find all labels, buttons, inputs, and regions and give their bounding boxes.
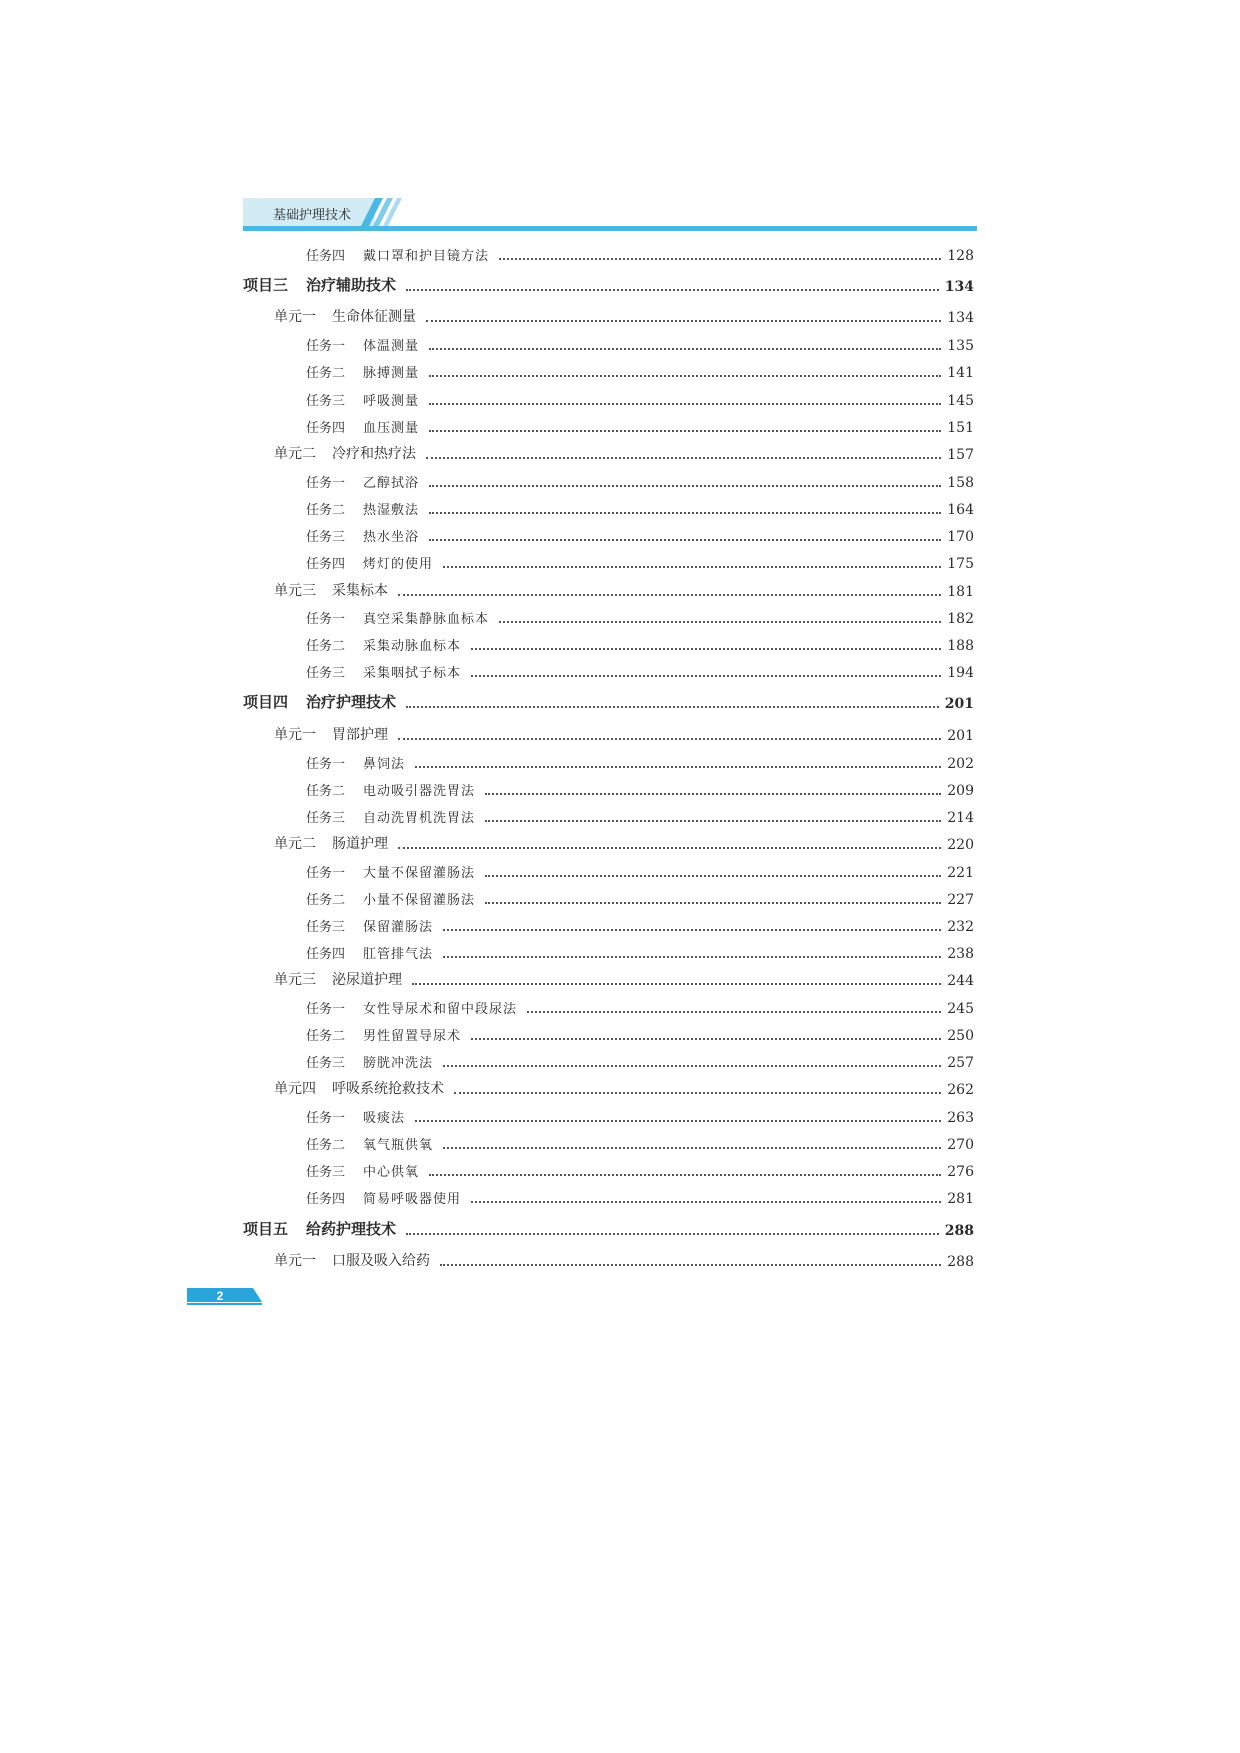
- toc-entry-unit[interactable]: [274, 306, 974, 326]
- toc-entry-code: 任务三: [306, 530, 346, 545]
- dot-leader: [426, 457, 941, 459]
- toc-entry-page: 288: [947, 1254, 974, 1270]
- toc-entry-title: 真空采集静脉血标本: [363, 612, 490, 627]
- toc-entry-task[interactable]: [306, 471, 974, 491]
- toc-entry-page: 263: [947, 1110, 974, 1126]
- toc-entry-title: 热湿敷法: [363, 503, 420, 518]
- toc-entry-code: 任务一: [306, 476, 346, 491]
- dot-leader: [443, 929, 941, 931]
- toc-entry-code: 任务四: [306, 947, 346, 962]
- dot-leader: [406, 1233, 939, 1235]
- toc-entry-page: 221: [947, 865, 974, 881]
- toc-entry-title: 膀胱冲洗法: [363, 1056, 434, 1071]
- toc-entry-code: 任务三: [306, 666, 346, 681]
- toc-entry-code: 单元二: [274, 836, 316, 852]
- toc-entry-code: 任务四: [306, 557, 346, 572]
- toc-entry-code: 任务一: [306, 339, 346, 354]
- toc-entry-code: 单元一: [274, 309, 316, 325]
- toc-entry-code: 任务二: [306, 1138, 346, 1153]
- toc-entry-title: 电动吸引器洗胃法: [363, 784, 476, 799]
- toc-entry-unit[interactable]: [274, 969, 974, 989]
- toc-entry-page: 201: [944, 696, 974, 712]
- dot-leader: [499, 258, 941, 260]
- toc-entry-code: 任务三: [306, 811, 346, 826]
- toc-entry-title: 脉搏测量: [363, 366, 420, 381]
- toc-entry-code: 任务二: [306, 1029, 346, 1044]
- toc-entry-title: 治疗辅助技术: [306, 276, 397, 294]
- toc-entry-title: 保留灌肠法: [363, 920, 434, 935]
- toc-entry-task[interactable]: [306, 661, 974, 681]
- dot-leader: [426, 320, 941, 322]
- toc-entry-title: 吸痰法: [363, 1111, 406, 1126]
- dot-leader: [485, 820, 941, 822]
- toc-entry-task[interactable]: [306, 1106, 974, 1126]
- toc-entry-task[interactable]: [306, 498, 974, 518]
- dot-leader: [429, 539, 941, 541]
- toc-entry-page: 244: [947, 973, 974, 989]
- toc-entry-task[interactable]: [306, 997, 974, 1017]
- toc-entry-code: 项目三: [243, 276, 289, 294]
- toc-entry-title: 中心供氧: [363, 1165, 420, 1180]
- dot-leader: [471, 675, 941, 677]
- dot-leader: [398, 594, 941, 596]
- toc-entry-title: 冷疗和热疗法: [332, 446, 416, 462]
- dot-leader: [429, 348, 941, 350]
- dot-leader: [454, 1092, 941, 1094]
- toc-entry-page: 158: [947, 475, 974, 491]
- toc-entry-unit[interactable]: [274, 724, 974, 744]
- toc-entry-task[interactable]: [306, 416, 974, 436]
- dot-leader: [527, 1011, 941, 1013]
- toc-entry-task[interactable]: [306, 779, 974, 799]
- toc-entry-page: 262: [947, 1082, 974, 1098]
- dot-leader: [429, 375, 941, 377]
- toc-entry-task[interactable]: [306, 1051, 974, 1071]
- toc-entry-page: 145: [947, 393, 974, 409]
- toc-entry-page: 276: [947, 1164, 974, 1180]
- page-number: 2: [216, 1289, 224, 1303]
- dot-leader: [429, 512, 941, 514]
- dot-leader: [443, 956, 941, 958]
- toc-entry-title: 给药护理技术: [306, 1220, 397, 1238]
- toc-entry-code: 任务二: [306, 503, 346, 518]
- toc-entry-task[interactable]: [306, 861, 974, 881]
- toc-entry-task[interactable]: [306, 244, 974, 264]
- toc-entry-title: 生命体征测量: [332, 309, 416, 325]
- toc-entry-title: 大量不保留灌肠法: [363, 866, 476, 881]
- toc-entry-code: 任务三: [306, 394, 346, 409]
- toc-entry-task[interactable]: [306, 552, 974, 572]
- toc-entry-code: 任务三: [306, 1165, 346, 1180]
- toc-entry-page: 245: [947, 1001, 974, 1017]
- toc-entry-page: 157: [947, 447, 974, 463]
- toc-entry-title: 泌尿道护理: [332, 972, 402, 988]
- dot-leader: [406, 706, 939, 708]
- toc-entry-code: 任务二: [306, 366, 346, 381]
- header-stripes-decoration: [361, 198, 409, 226]
- toc-entry-task[interactable]: [306, 752, 974, 772]
- toc-entry-page: 214: [947, 810, 974, 826]
- dot-leader: [429, 430, 941, 432]
- toc-entry-code: 任务一: [306, 1111, 346, 1126]
- toc-entry-title: 体温测量: [363, 339, 420, 354]
- toc-entry-page: 170: [947, 529, 974, 545]
- toc-entry-task[interactable]: [306, 1024, 974, 1044]
- toc-entry-task[interactable]: [306, 1187, 974, 1207]
- toc-entry-code: 单元三: [274, 972, 316, 988]
- toc-entry-page: 175: [947, 556, 974, 572]
- toc-entry-title: 男性留置导尿术: [363, 1029, 462, 1044]
- toc-entry-unit[interactable]: [274, 443, 974, 463]
- toc-entry-page: 281: [947, 1191, 974, 1207]
- toc-entry-page: 188: [947, 638, 974, 654]
- toc-entry-page: 227: [947, 892, 974, 908]
- toc-entry-title: 氧气瓶供氧: [363, 1138, 434, 1153]
- toc-entry-task[interactable]: [306, 389, 974, 409]
- toc-entry-code: 单元二: [274, 446, 316, 462]
- toc-entry-code: 任务四: [306, 1192, 346, 1207]
- toc-entry-page: 250: [947, 1028, 974, 1044]
- dot-leader: [398, 738, 941, 740]
- toc-entry-title: 烤灯的使用: [363, 557, 434, 572]
- toc-entry-page: 257: [947, 1055, 974, 1071]
- toc-entry-task[interactable]: [306, 915, 974, 935]
- toc-entry-title: 呼吸测量: [363, 394, 420, 409]
- toc-entry-code: 任务一: [306, 757, 346, 772]
- toc-entry-title: 自动洗胃机洗胃法: [363, 811, 476, 826]
- toc-entry-unit[interactable]: [274, 1078, 974, 1098]
- toc-entry-task[interactable]: [306, 888, 974, 908]
- dot-leader: [471, 1038, 941, 1040]
- toc-entry-task[interactable]: [306, 525, 974, 545]
- dot-leader: [485, 875, 941, 877]
- toc-entry-title: 治疗护理技术: [306, 693, 397, 711]
- page-number-badge: [187, 1288, 262, 1306]
- toc-entry-page: 201: [947, 728, 974, 744]
- toc-entry-title: 简易呼吸器使用: [363, 1192, 462, 1207]
- dot-leader: [429, 403, 941, 405]
- toc-entry-code: 任务二: [306, 639, 346, 654]
- dot-leader: [415, 1120, 941, 1122]
- toc-entry-title: 热水坐浴: [363, 530, 420, 545]
- dot-leader: [471, 1201, 941, 1203]
- toc-entry-code: 任务二: [306, 784, 346, 799]
- dot-leader: [415, 766, 941, 768]
- dot-leader: [412, 983, 941, 985]
- toc-entry-page: 270: [947, 1137, 974, 1153]
- dot-leader: [485, 793, 941, 795]
- toc-entry-task[interactable]: [306, 806, 974, 826]
- toc-entry-code: 任务一: [306, 1002, 346, 1017]
- toc-entry-code: 任务三: [306, 920, 346, 935]
- toc-entry-code: 任务一: [306, 612, 346, 627]
- dot-leader: [485, 902, 941, 904]
- toc-entry-page: 238: [947, 946, 974, 962]
- toc-entry-title: 呼吸系统抢救技术: [332, 1081, 444, 1097]
- dot-leader: [443, 566, 941, 568]
- toc-entry-page: 141: [947, 365, 974, 381]
- toc-entry-project[interactable]: [243, 692, 974, 712]
- toc-entry-title: 鼻饲法: [363, 757, 406, 772]
- toc-entry-code: 单元一: [274, 727, 316, 743]
- dot-leader: [406, 289, 939, 291]
- toc-entry-title: 小量不保留灌肠法: [363, 893, 476, 908]
- header-rule: [243, 226, 977, 231]
- dot-leader: [443, 1065, 941, 1067]
- toc-entry-page: 232: [947, 919, 974, 935]
- running-header: [243, 198, 977, 232]
- toc-entry-page: 151: [947, 420, 974, 436]
- dot-leader: [429, 1174, 941, 1176]
- toc-entry-page: 181: [947, 584, 974, 600]
- toc-entry-code: 任务四: [306, 249, 346, 264]
- dot-leader: [499, 621, 941, 623]
- toc-entry-unit[interactable]: [274, 833, 974, 853]
- toc-entry-page: 209: [947, 783, 974, 799]
- dot-leader: [398, 847, 941, 849]
- toc-entry-code: 项目四: [243, 693, 289, 711]
- toc-entry-code: 任务四: [306, 421, 346, 436]
- toc-entry-task[interactable]: [306, 607, 974, 627]
- toc-entry-title: 女性导尿术和留中段尿法: [363, 1002, 518, 1017]
- dot-leader: [429, 485, 941, 487]
- toc-entry-title: 口服及吸入给药: [332, 1253, 430, 1269]
- dot-leader: [443, 1147, 941, 1149]
- toc-entry-title: 血压测量: [363, 421, 420, 436]
- toc-entry-task[interactable]: [306, 1133, 974, 1153]
- toc-entry-code: 单元一: [274, 1253, 316, 1269]
- toc-entry-unit[interactable]: [274, 580, 974, 600]
- toc-entry-code: 任务二: [306, 893, 346, 908]
- toc-entry-title: 采集咽拭子标本: [363, 666, 462, 681]
- dot-leader: [471, 648, 941, 650]
- toc-entry-task[interactable]: [306, 334, 974, 354]
- toc-entry-title: 采集动脉血标本: [363, 639, 462, 654]
- toc-entry-code: 单元三: [274, 583, 316, 599]
- toc-entry-code: 单元四: [274, 1081, 316, 1097]
- toc-entry-unit[interactable]: [274, 1250, 974, 1270]
- toc-entry-task[interactable]: [306, 1160, 974, 1180]
- toc-entry-task[interactable]: [306, 942, 974, 962]
- toc-entry-page: 288: [944, 1223, 974, 1239]
- toc-entry-code: 任务三: [306, 1056, 346, 1071]
- toc-entry-task[interactable]: [306, 361, 974, 381]
- dot-leader: [440, 1264, 941, 1266]
- toc-entry-page: 220: [947, 837, 974, 853]
- toc-entry-page: 135: [947, 338, 974, 354]
- toc-entry-title: 胃部护理: [332, 727, 388, 743]
- toc-entry-title: 戴口罩和护目镜方法: [363, 249, 490, 264]
- toc-entry-title: 肠道护理: [332, 836, 388, 852]
- toc-entry-page: 128: [947, 248, 974, 264]
- toc-entry-page: 182: [947, 611, 974, 627]
- toc-entry-page: 202: [947, 756, 974, 772]
- toc-entry-title: 采集标本: [332, 583, 388, 599]
- toc-entry-title: 乙醇拭浴: [363, 476, 420, 491]
- toc-entry-project[interactable]: [243, 1219, 974, 1239]
- toc-entry-page: 134: [944, 279, 974, 295]
- toc-entry-code: 任务一: [306, 866, 346, 881]
- toc-entry-page: 194: [947, 665, 974, 681]
- toc-entry-page: 134: [947, 310, 974, 326]
- book-title: 基础护理技术: [273, 208, 352, 223]
- toc-entry-project[interactable]: [243, 275, 974, 295]
- toc-entry-title: 肛管排气法: [363, 947, 434, 962]
- toc-entry-task[interactable]: [306, 634, 974, 654]
- toc-entry-code: 项目五: [243, 1220, 289, 1238]
- toc-entry-page: 164: [947, 502, 974, 518]
